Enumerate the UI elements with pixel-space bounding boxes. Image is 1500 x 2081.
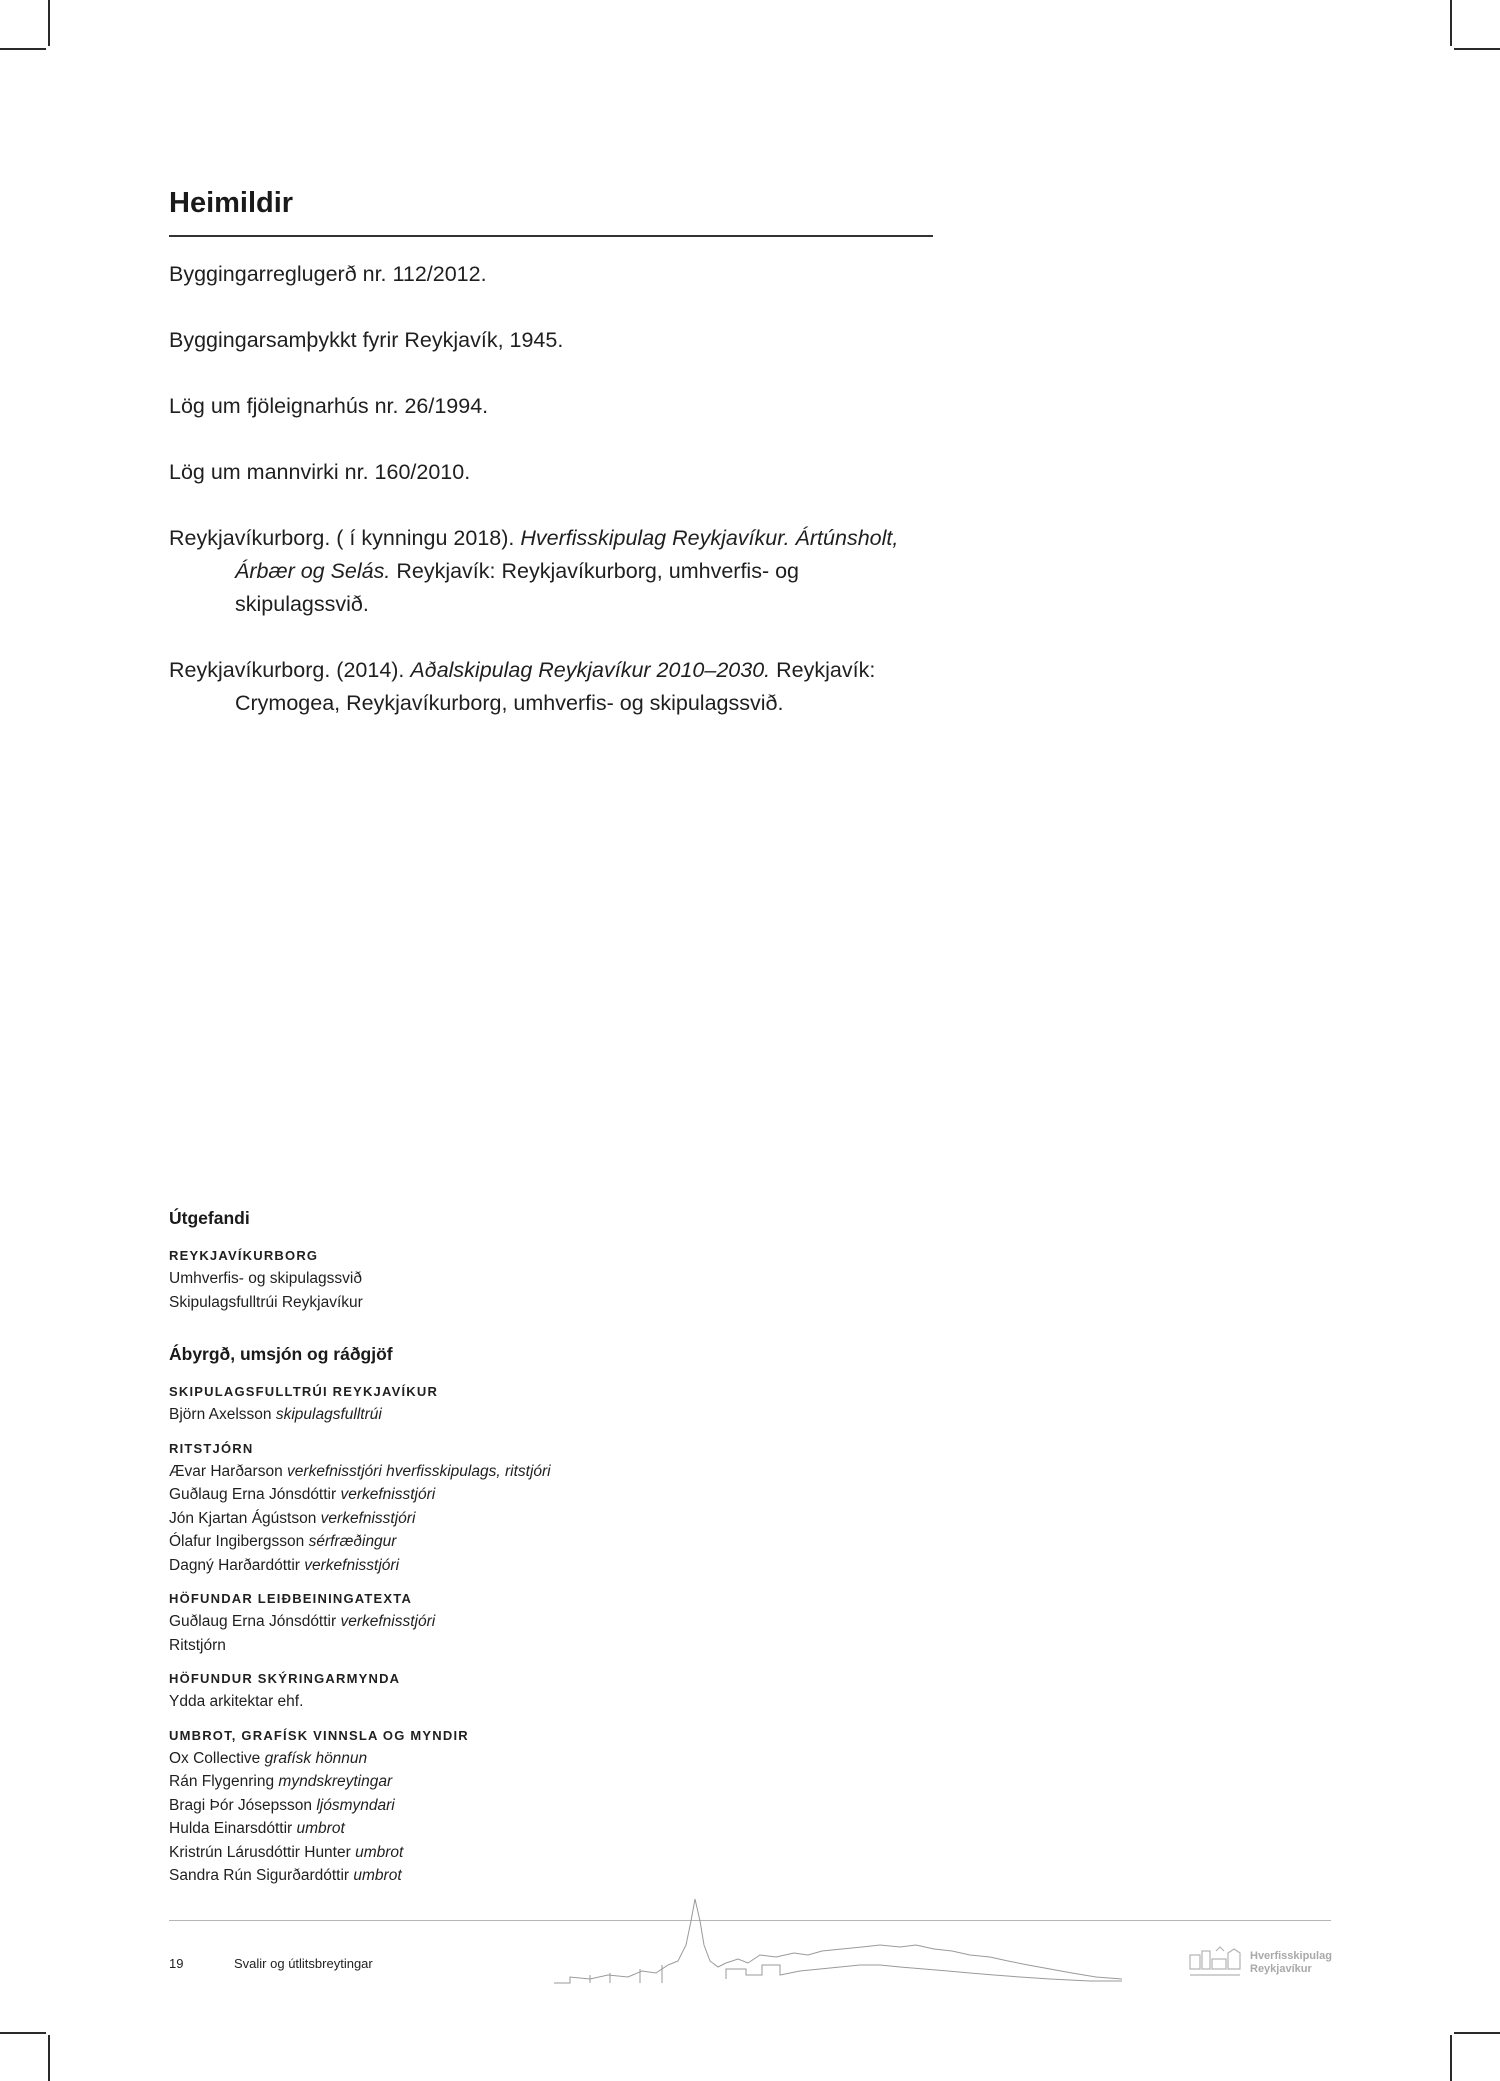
reykjavik-skyline-illustration <box>550 1895 1130 1985</box>
person-role: umbrot <box>355 1843 404 1861</box>
reference-title: Aðalskipulag Reykjavíkur 2010–2030. <box>410 658 771 682</box>
person-name: Ritstjórn <box>169 1636 226 1654</box>
reference-text: Lög um fjöleignarhús nr. 26/1994. <box>169 394 489 418</box>
person-name: Björn Axelsson <box>169 1406 272 1423</box>
reference-item <box>169 654 929 720</box>
person-role: verkefnisstjóri <box>340 1486 436 1503</box>
person-name: Ævar Harðarson <box>169 1462 283 1480</box>
crop-mark <box>1454 48 1500 50</box>
logo-text <box>1250 1950 1332 1976</box>
credit-person <box>169 1530 869 1554</box>
publisher-line: Umhverfis- og skipulagssvið <box>169 1270 362 1287</box>
person-role: grafísk hönnun <box>264 1749 368 1767</box>
document-title: Svalir og útlitsbreytingar <box>234 1956 373 1971</box>
publisher-title: Útgefandi <box>169 1208 250 1228</box>
credit-person <box>169 1403 869 1427</box>
reference-item <box>169 258 929 291</box>
hverfisskipulag-logo-icon <box>1188 1945 1244 1981</box>
reference-item <box>169 390 929 423</box>
person-name: Ydda arkitektar ehf. <box>169 1693 304 1710</box>
credit-group-title: SKIPULAGSFULLTRÚI REYKJAVÍKUR <box>169 1384 439 1399</box>
credit-group-title: UMBROT, GRAFÍSK VINNSLA OG MYNDIR <box>169 1727 469 1743</box>
responsibility-title: Ábyrgð, umsjón og ráðgjöf <box>169 1344 393 1364</box>
crop-mark <box>0 2032 46 2034</box>
publisher-line: Skipulagsfulltrúi Reykjavíkur <box>169 1293 363 1311</box>
credit-person <box>169 1841 869 1865</box>
person-name: Ox Collective <box>169 1749 261 1767</box>
crop-mark <box>1450 0 1452 46</box>
person-role: skipulagsfulltrúi <box>275 1406 382 1423</box>
crop-mark <box>1454 2032 1500 2034</box>
person-role: umbrot <box>353 1867 402 1884</box>
credit-group <box>169 1668 869 1714</box>
credit-group <box>169 1588 869 1657</box>
reference-text: Reykjavíkurborg. ( í kynningu 2018). <box>169 526 521 550</box>
person-name: Dagný Harðardóttir <box>169 1556 300 1574</box>
credit-person <box>169 1554 869 1578</box>
reference-text: Lög um mannvirki nr. 160/2010. <box>169 460 471 484</box>
credit-group <box>169 1381 869 1427</box>
person-name: Rán Flygenring <box>169 1773 275 1790</box>
reference-text: Reykjavík: Crymogea, Reykjavíkurborg, umhverfis- og skipulagssvið. <box>235 658 876 715</box>
heading-divider <box>169 235 933 237</box>
credits <box>169 1208 869 1899</box>
reference-text: Reykjavík: Reykjavíkurborg, umhverfis- og skipulagssvið. <box>235 559 799 616</box>
person-name: Bragi Þór Jósepsson <box>169 1796 313 1814</box>
person-role: ljósmyndari <box>316 1796 395 1814</box>
logo-line: Reykjavíkur <box>1250 1963 1312 1975</box>
person-name: Jón Kjartan Ágústson <box>169 1509 317 1527</box>
person-role: verkefnisstjóri <box>304 1556 400 1574</box>
credit-group <box>169 1438 869 1578</box>
publisher-group <box>169 1245 869 1314</box>
page-number: 19 <box>169 1956 184 1971</box>
credit-person <box>169 1770 869 1794</box>
person-role: myndskreytingar <box>278 1773 393 1790</box>
credit-person <box>169 1634 869 1658</box>
person-name: Guðlaug Erna Jónsdóttir <box>169 1486 337 1503</box>
person-name: Guðlaug Erna Jónsdóttir <box>169 1613 337 1630</box>
person-role: verkefnisstjóri <box>320 1509 416 1527</box>
credit-person <box>169 1610 869 1634</box>
crop-mark <box>48 0 50 46</box>
reference-item <box>169 324 929 357</box>
person-role: sérfræðingur <box>308 1533 397 1550</box>
crop-mark <box>1450 2035 1452 2081</box>
reference-item <box>169 456 929 489</box>
crop-mark <box>0 48 46 50</box>
person-role: verkefnisstjóri hverfisskipulags, ritstjóri <box>287 1462 551 1480</box>
reference-text: Byggingarsamþykkt fyrir Reykjavík, 1945. <box>169 328 564 352</box>
person-role: verkefnisstjóri <box>340 1613 436 1630</box>
credit-group-title: RITSTJÓRN <box>169 1440 254 1456</box>
crop-mark <box>48 2035 50 2081</box>
credit-person <box>169 1690 869 1714</box>
person-role: umbrot <box>296 1820 345 1837</box>
credit-person <box>169 1483 869 1507</box>
credit-group-title: HÖFUNDUR SKÝRINGARMYNDA <box>169 1671 401 1686</box>
page-title: Heimildir <box>169 187 294 219</box>
reference-list <box>169 258 929 753</box>
reference-text: Byggingarreglugerð nr. 112/2012. <box>169 262 487 286</box>
credit-person <box>169 1747 869 1771</box>
credit-person <box>169 1817 869 1841</box>
credit-group <box>169 1725 869 1888</box>
person-name: Ólafur Ingibergsson <box>169 1533 305 1550</box>
credit-person <box>169 1864 869 1888</box>
logo-line: Hverfisskipulag <box>1250 1950 1332 1962</box>
reference-title: Hverfisskipulag Reykjavíkur. Ártúnsholt, Árbær og Selás. <box>235 526 899 583</box>
reference-item <box>169 522 929 621</box>
person-name: Sandra Rún Sigurðardóttir <box>169 1867 350 1884</box>
credit-group-title: HÖFUNDAR LEIÐBEININGATEXTA <box>169 1591 413 1606</box>
credit-person <box>169 1460 869 1484</box>
person-name: Hulda Einarsdóttir <box>169 1820 293 1837</box>
publisher-org: REYKJAVÍKURBORG <box>169 1248 319 1263</box>
credit-person <box>169 1507 869 1531</box>
responsibility-groups <box>169 1381 869 1888</box>
reference-text: Reykjavíkurborg. (2014). <box>169 658 411 682</box>
person-name: Kristrún Lárusdóttir Hunter <box>169 1843 351 1861</box>
credit-person <box>169 1794 869 1818</box>
